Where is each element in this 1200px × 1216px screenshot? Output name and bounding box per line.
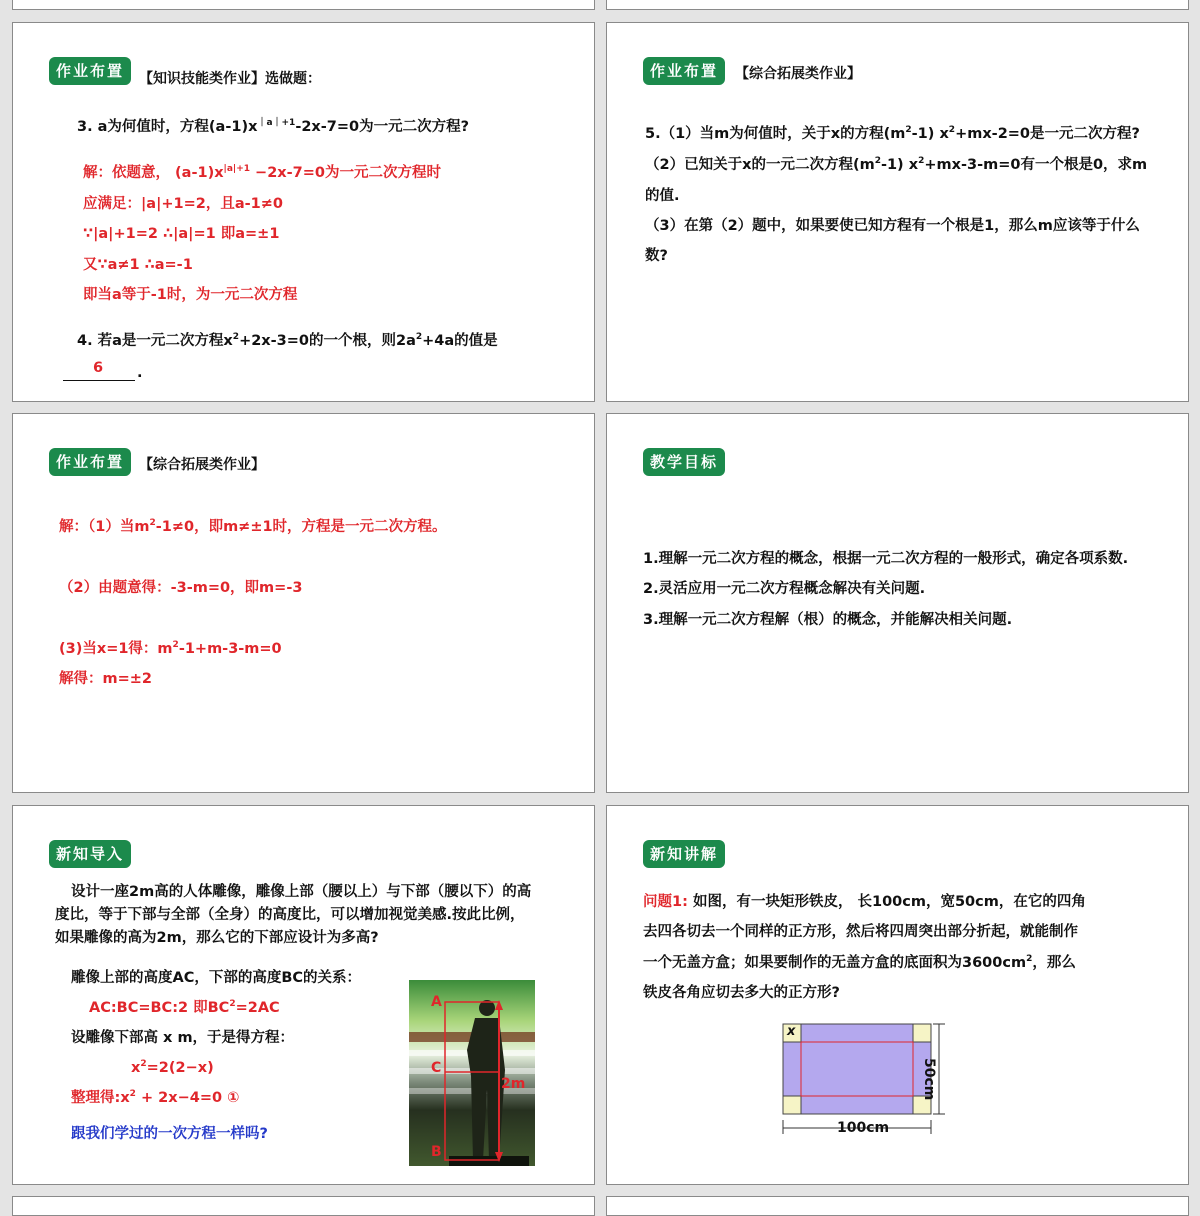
statue-photo (409, 980, 535, 1166)
question-5-part-2-cont: 的值. (645, 188, 680, 204)
label-c: C (431, 1060, 442, 1076)
goal-2: 2.灵活应用一元二次方程概念解决有关问题. (643, 581, 926, 597)
problem-1-line-3: 一个无盖方盒；如果要制作的无盖方盒的底面积为$3600cm^2$，那么 (643, 954, 1076, 971)
problem-line-3: 如果雕像的高为2m，那么它的下部应设计为多高? (55, 930, 379, 946)
section-tag: 新知讲解 (643, 840, 725, 868)
slide-new-knowledge-explain[interactable] (606, 805, 1189, 1185)
solution-line-3: (3)当x=1得：$m^2-1+m-3-m=0$ (59, 640, 282, 657)
slide-homework-solution[interactable] (12, 413, 595, 793)
equation: $x^2=2(2-x)$ (131, 1059, 214, 1076)
slide-partial-top-left (12, 0, 595, 10)
corner-label: x (787, 1024, 796, 1039)
slide-new-knowledge-intro[interactable] (12, 805, 595, 1185)
section-heading: 【知识技能类作业】选做题： (139, 71, 321, 87)
problem-1-line-4: 铁皮各角应切去多大的正方形? (643, 985, 840, 1001)
question-3: 3. a为何值时，方程$(a-1)x^{|a|+1}-2x-7=0$为一元二次方程? (77, 118, 470, 135)
label-b: B (431, 1144, 442, 1160)
problem-line-2: 度比，等于下部与全部（全身）的高度比，可以增加视觉美感.按此比例， (55, 907, 525, 923)
relation-text: 雕像上部的高度AC，下部的高度BC的关系： (71, 970, 362, 986)
section-tag: 新知导入 (49, 840, 131, 868)
problem-line-1: 设计一座2m高的人体雕像，雕像上部（腰以上）与下部（腰以下）的高 (71, 884, 532, 900)
slide-partial-bottom-left (12, 1196, 595, 1216)
slide-homework-knowledge[interactable] (12, 22, 595, 402)
question-5-part-3-cont: 数? (645, 248, 668, 264)
question-5-part-2: （2）已知关于x的一元二次方程$(m^2-1)$ $x^2+mx-3-m=0$有一个根是0，求m (645, 156, 1148, 173)
goal-3: 3.理解一元二次方程解（根）的概念，并能解决相关问题. (643, 612, 1013, 628)
question-5-part-1: 5.（1）当m为何值时，关于x的方程$(m^2-1)$ $x^2+mx-2=0$是一元二次方程? (645, 125, 1140, 142)
slide-partial-top-right (606, 0, 1189, 10)
answer-line-5: 即当a等于-1时，为一元二次方程 (83, 287, 298, 303)
answer-line-4: 又∵a≠1 ∴a=-1 (83, 257, 193, 273)
question-4: 4. 若a是一元二次方程$x^2+2x-3=0$的一个根，则$2a^2+4a$的值是 (77, 332, 498, 349)
height-label: 50cm (921, 1058, 937, 1101)
width-label: 100cm (837, 1120, 890, 1136)
question-5-part-3: （3）在第（2）题中，如果要使已知方程有一个根是1，那么m应该等于什么 (645, 218, 1140, 234)
slide-homework-extension[interactable] (606, 22, 1189, 402)
problem-1-line-2: 去四各切去一个同样的正方形，然后将四周突出部分折起，就能制作 (643, 924, 1078, 940)
answer-line-1: 解：依题意， $(a-1)x^{|a|+1} -2x-7=0$为一元二次方程时 (83, 164, 441, 181)
problem-1-line-1: 问题1: 如图，有一块矩形铁皮， 长100cm，宽50cm，在它的四角 (643, 894, 1086, 910)
goal-1: 1.理解一元二次方程的概念，根据一元二次方程的一般形式，确定各项系数. (643, 551, 1129, 567)
solution-line-1: 解：（1）当$m^2-1\ne 0$，即m≠±1时，方程是一元二次方程。 (59, 518, 447, 535)
slide-teaching-goals[interactable] (606, 413, 1189, 793)
solution-line-4: 解得：m=±2 (59, 671, 152, 687)
answer-line-2: 应满足：|a|+1=2，且a-1≠0 (83, 196, 283, 212)
section-tag: 作业布置 (49, 57, 131, 85)
simplified-equation: 整理得$:x^2 + 2x-4=0$ ① (71, 1089, 240, 1106)
section-heading: 【综合拓展类作业】 (139, 457, 265, 473)
section-tag: 教学目标 (643, 448, 725, 476)
setup-text: 设雕像下部高 x m，于是得方程： (71, 1030, 295, 1046)
compare-question: 跟我们学过的一次方程一样吗? (71, 1126, 268, 1142)
slide-partial-bottom-right (606, 1196, 1189, 1216)
label-a: A (431, 994, 442, 1010)
label-height: 2m (501, 1076, 526, 1092)
section-tag: 作业布置 (643, 57, 725, 85)
statue-svg (409, 980, 535, 1166)
ratio-equation: AC:BC=BC:2 即$BC^2=2AC$ (89, 999, 280, 1016)
question-4-period: . (137, 365, 143, 381)
answer-line-3: ∵|a|+1=2 ∴|a|=1 即a=±1 (83, 226, 280, 242)
section-heading: 【综合拓展类作业】 (735, 66, 861, 82)
question-4-answer: 6 (93, 360, 104, 376)
solution-line-2: （2）由题意得：-3-m=0，即m=-3 (59, 580, 303, 596)
section-tag: 作业布置 (49, 448, 131, 476)
